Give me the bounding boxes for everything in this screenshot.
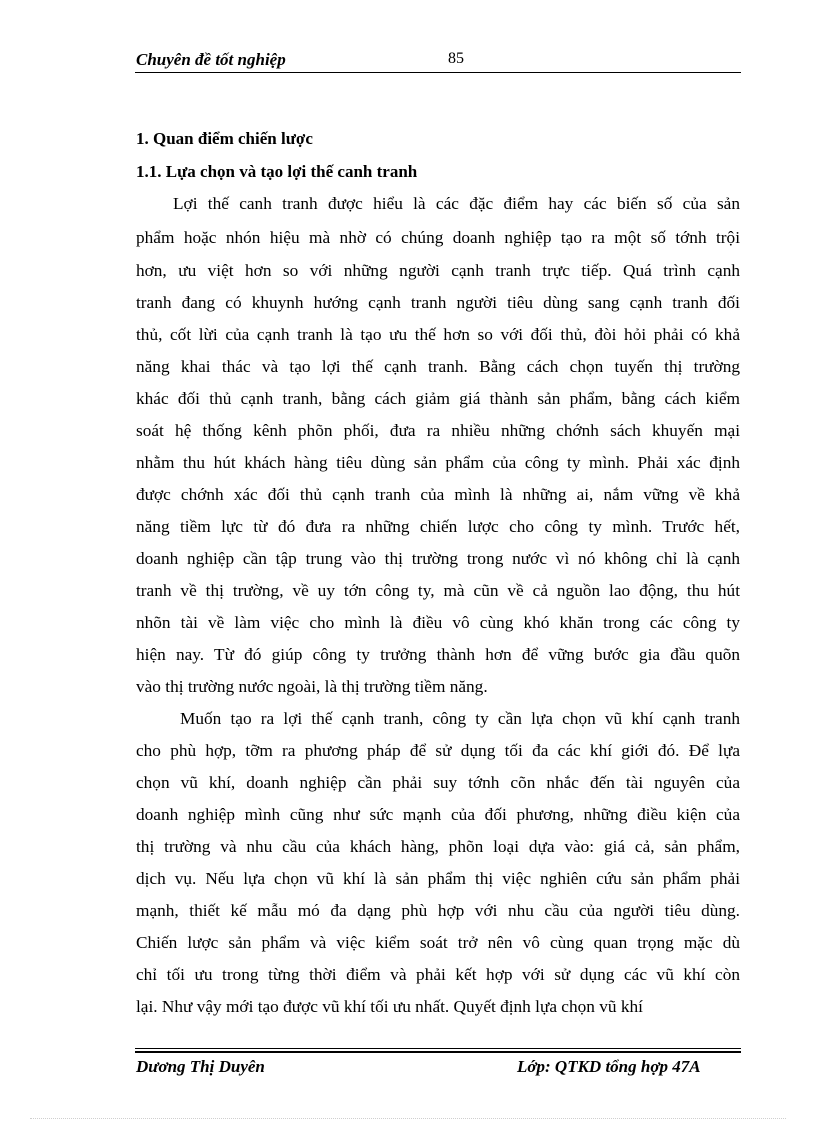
body-line: chọn vũ khí, doanh nghiệp cần phải suy tớnh cõn nhắc đến tài nguyên của: [136, 773, 740, 792]
body-line: doanh nghiệp cần tập trung vào thị trường trong nước vì nó không chỉ là cạnh: [136, 549, 740, 568]
body-line: được chớnh xác đối thủ cạnh tranh của mình là những ai, nắm vững về khả: [136, 485, 740, 504]
body-line: khác đối thủ cạnh tranh, bằng cách giảm giá thành sản phẩm, bằng cách kiểm: [136, 389, 740, 408]
body-line: năng tiềm lực từ đó đưa ra những chiến lược cho công ty mình. Trước hết,: [136, 517, 740, 536]
footer-class: Lớp: QTKD tổng hợp 47A: [517, 1057, 701, 1076]
section-heading: 1. Quan điểm chiến lược: [136, 129, 313, 148]
page-edge-dots: [30, 1118, 786, 1119]
footer-rule: [135, 1048, 741, 1049]
body-line: cho phù hợp, tỡm ra phương pháp để sử dụng tối đa các khí giới đó. Để lựa: [136, 741, 740, 760]
body-line: phẩm hoặc nhón hiệu mà nhờ có chúng doanh nghiệp tạo ra một số tớnh trội: [136, 228, 740, 247]
header-title: Chuyên đề tốt nghiệp: [136, 50, 286, 69]
body-line: Chiến lược sản phẩm và việc kiểm soát trở nên vô cùng quan trọng mặc dù: [136, 933, 740, 952]
body-line: soát hệ thống kênh phõn phối, đưa ra nhiều những chớnh sách khuyến mại: [136, 421, 740, 440]
header-rule: [135, 72, 741, 73]
body-line: nhằm thu hút khách hàng tiêu dùng sản phẩm của công ty mình. Phải xác định: [136, 453, 740, 472]
body-line: tranh đang có khuynh hướng cạnh tranh người tiêu dùng sang cạnh tranh đối: [136, 293, 740, 312]
body-line: dịch vụ. Nếu lựa chọn vũ khí là sản phẩm thị việc nghiên cứu sản phẩm phải: [136, 869, 740, 888]
footer-rule: [135, 1051, 741, 1053]
body-line: thị trường và nhu cầu của khách hàng, phõn loại dựa vào: giá cả, sản phẩm,: [136, 837, 740, 856]
subsection-heading: 1.1. Lựa chọn và tạo lợi thế canh tranh: [136, 162, 418, 181]
body-line: doanh nghiệp mình cũng như sức mạnh của đối phương, những điều kiện của: [136, 805, 740, 824]
body-line: hơn, ưu việt hơn so với những người cạnh tranh trực tiếp. Quá trình cạnh: [136, 261, 740, 280]
body-line: thủ, cốt lừi của cạnh tranh là tạo ưu thế hơn so với đối thủ, đòi hỏi phải có khả: [136, 325, 740, 344]
body-line: tranh về thị trường, về uy tớn công ty, mà cũn về cả nguồn lao động, thu hút: [136, 581, 740, 600]
body-line: chỉ tối ưu trong từng thời điểm và phải kết hợp với sử dụng các vũ khí còn: [136, 965, 740, 984]
body-line: Muốn tạo ra lợi thế cạnh tranh, công ty cần lựa chọn vũ khí cạnh tranh: [180, 709, 740, 728]
body-line: nhõn tài về làm việc cho mình là điều vô cùng khó khăn trong các công ty: [136, 613, 740, 632]
footer-author: Dương Thị Duyên: [136, 1057, 265, 1076]
body-line: lại. Như vậy mới tạo được vũ khí tối ưu nhất. Quyết định lựa chọn vũ khí: [136, 997, 643, 1016]
body-line: Lợi thế canh tranh được hiểu là các đặc điểm hay các biến số của sản: [173, 194, 740, 213]
body-line: vào thị trường nước ngoài, là thị trường tiềm năng.: [136, 677, 488, 696]
page-number: 85: [448, 50, 464, 67]
body-line: mạnh, thiết kế mẫu mó đa dạng phù hợp với nhu cầu của người tiêu dùng.: [136, 901, 740, 920]
body-line: năng khai thác và tạo lợi thế cạnh tranh. Bằng cách chọn tuyến thị trường: [136, 357, 740, 376]
body-line: hiện nay. Từ đó giúp công ty trưởng thành hơn để vững bước gia đầu quõn: [136, 645, 740, 664]
